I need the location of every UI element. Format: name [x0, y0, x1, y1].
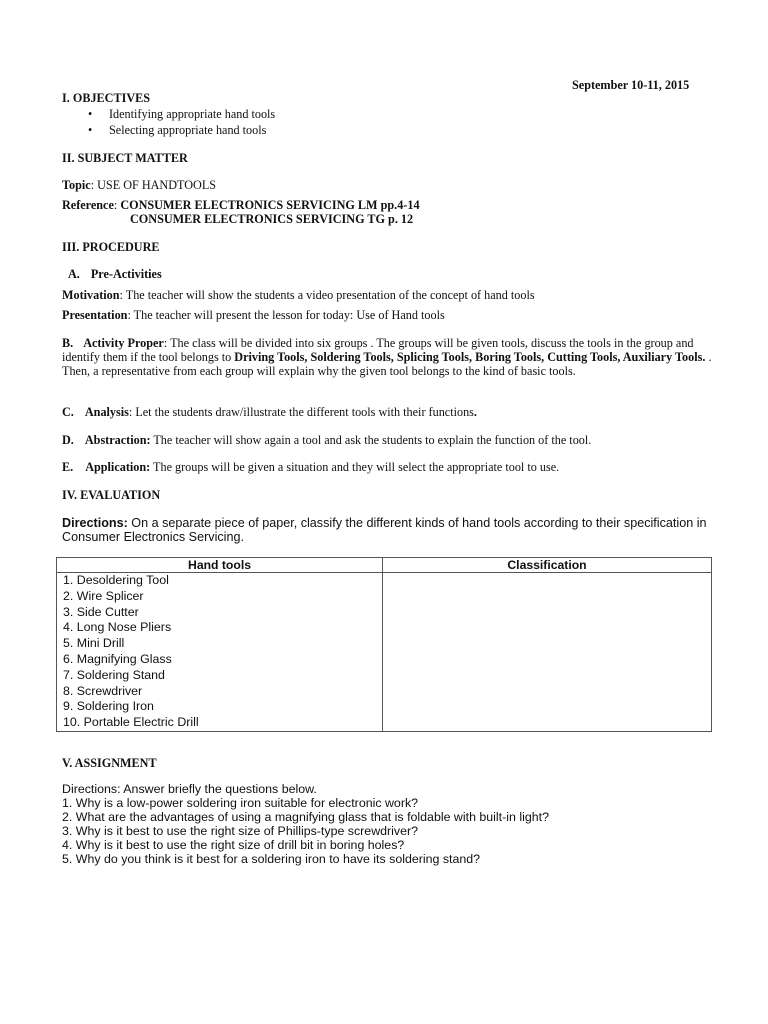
abstraction-line: D. Abstraction: The teacher will show again a tool and ask the students to explain the function of the tool. [62, 433, 592, 447]
evaluation-table [56, 557, 712, 732]
column-header-classification: Classification [383, 558, 712, 573]
subject-matter-heading: II. SUBJECT MATTER [62, 151, 188, 165]
evaluation-directions: Directions: On a separate piece of paper, classify the different kinds of hand tools according to their specification in Consumer Electronics Servicing. [62, 516, 707, 544]
topic-line: Topic: USE OF HANDTOOLS [62, 178, 217, 192]
objectives-heading: I. OBJECTIVES [62, 91, 151, 105]
tool-item: 2. Wire Splicer [63, 588, 144, 603]
tool-item: 4. Long Nose Pliers [63, 620, 172, 635]
tool-item: 7. Soldering Stand [63, 667, 165, 682]
table-body-row [57, 573, 712, 732]
analysis-line: C. Analysis: Let the students draw/illustrate the different tools with their functions. [62, 405, 477, 419]
assignment-question: 4. Why is it best to use the right size of drill bit in boring holes? [62, 838, 405, 852]
procedure-heading: III. PROCEDURE [62, 240, 160, 254]
objectives-list [88, 106, 275, 138]
application-line: E. Application: The groups will be given a situation and they will select the appropriate tool to use. [62, 460, 560, 474]
tool-item: 5. Mini Drill [63, 636, 125, 651]
assignment-question: 1. Why is a low-power soldering iron suitable for electronic work? [62, 796, 419, 810]
classification-cell [383, 573, 712, 732]
hand-tools-cell [57, 573, 383, 732]
tool-item: 10. Portable Electric Drill [63, 715, 199, 730]
assignment-question: 5. Why do you think is it best for a soldering iron to have its soldering stand? [62, 852, 481, 866]
tool-item: 3. Side Cutter [63, 604, 139, 619]
evaluation-heading: IV. EVALUATION [62, 488, 161, 502]
assignment-question: 2. What are the advantages of using a magnifying glass that is foldable with built-in light? [62, 810, 549, 824]
table-header-row [57, 558, 712, 573]
tool-item: 8. Screwdriver [63, 683, 143, 698]
activity-proper-paragraph: B. Activity Proper: The class will be divided into six groups . The groups will be given tools, discuss the tools in the group and identify them if the tool belongs to Driving Tools, Soldering Tools, Splicing Tools, Boring Tools, Cutting Tools, Auxiliary Tools. . Then, a representative from each group will explain why the given tool belongs to the kind of basic tools. [62, 336, 712, 378]
assignment-heading: V. ASSIGNMENT [62, 756, 157, 770]
presentation-line: Presentation: The teacher will present the lesson for today: Use of Hand tools [62, 308, 445, 322]
reference-line: Reference: CONSUMER ELECTRONICS SERVICING LM pp.4-14 [62, 198, 420, 212]
tool-item: 9. Soldering Iron [63, 699, 154, 714]
column-header-hand-tools: Hand tools [57, 558, 383, 573]
date: September 10-11, 2015 [572, 78, 690, 92]
assignment-block [62, 782, 549, 866]
tool-item: 6. Magnifying Glass [63, 651, 172, 666]
pre-activities-heading: A. Pre-Activities [68, 267, 162, 281]
bullet-dot-icon: • [88, 123, 93, 137]
objective-item: • Selecting appropriate hand tools [88, 123, 267, 137]
bullet-dot-icon: • [88, 107, 93, 121]
tool-item: 1. Desoldering Tool [63, 573, 169, 587]
reference-line-2: CONSUMER ELECTRONICS SERVICING TG p. 12 [130, 212, 414, 226]
assignment-directions: Directions: Answer briefly the questions below. [62, 782, 317, 796]
motivation-line: Motivation: The teacher will show the students a video presentation of the concept of hand tools [62, 288, 535, 302]
objective-item: • Identifying appropriate hand tools [88, 107, 276, 121]
assignment-question: 3. Why is it best to use the right size of Phillips-type screwdriver? [62, 824, 419, 838]
